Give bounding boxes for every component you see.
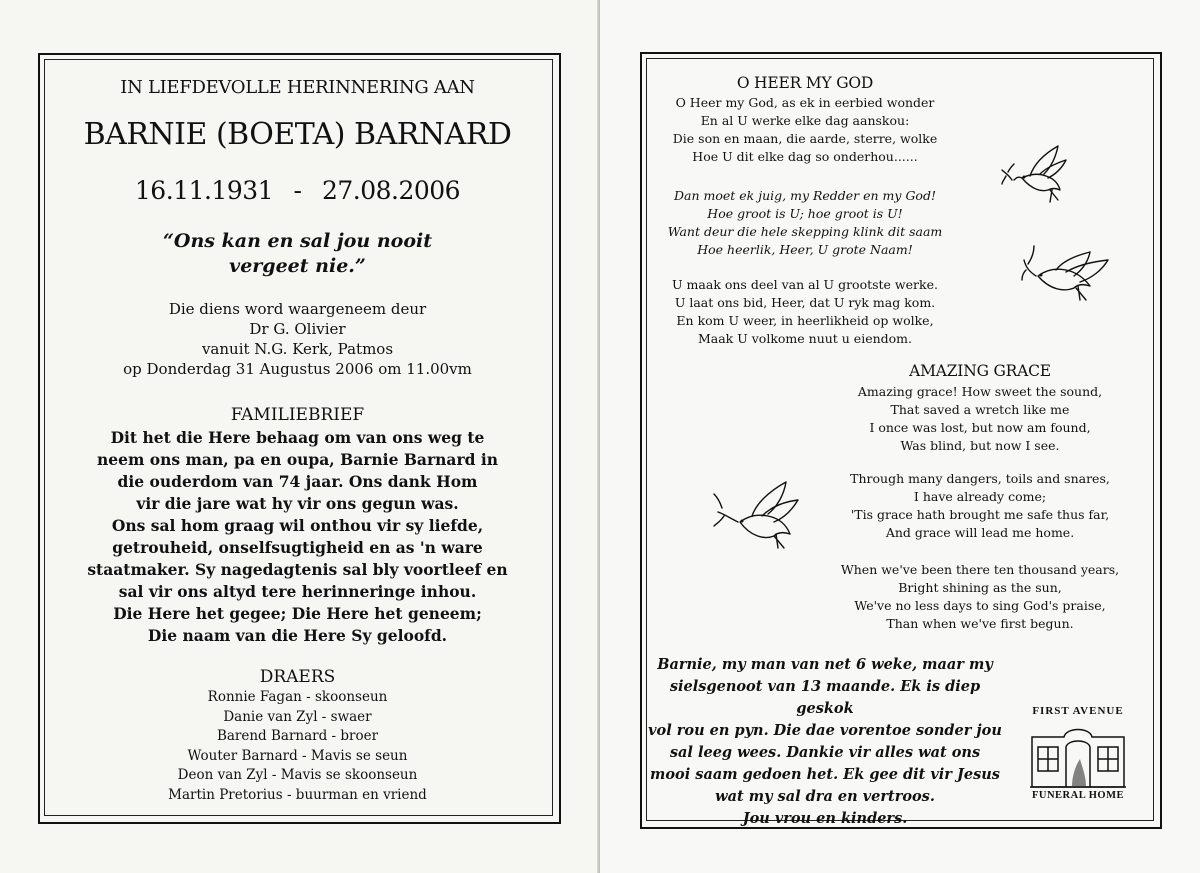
letter-line: sal vir ons altyd tere herinneringe inhou. xyxy=(118,582,477,601)
letter-line: neem ons man, pa en oupa, Barnie Barnard in xyxy=(96,450,499,469)
family-letter xyxy=(44,427,551,647)
verse-line: And grace will lead me home. xyxy=(885,525,1075,540)
dove-icon xyxy=(710,478,802,550)
verse-line: U maak ons deel van al U grootste werke. xyxy=(672,277,938,292)
verse-line: Through many dangers, toils and snares, xyxy=(850,471,1110,486)
hymn1-verse2 xyxy=(650,276,960,348)
hymn1-title: O HEER MY GOD xyxy=(736,74,874,92)
hymn2-title: AMAZING GRACE xyxy=(909,362,1051,380)
dove-icon xyxy=(1000,140,1078,206)
hymn2-verse3 xyxy=(830,561,1130,633)
closing-line: wat my sal dra en vertroos. xyxy=(715,788,935,805)
closing-line: Jou vrou en kinders. xyxy=(742,810,908,827)
closing-line: vol rou en pyn. Die dae vorentoe sonder jou xyxy=(648,722,1002,739)
verse-line: I have already come; xyxy=(913,489,1047,504)
funeral-home-logo xyxy=(1022,705,1134,805)
letter-line: Die naam van die Here Sy geloofd. xyxy=(147,626,448,645)
date-died: 27.08.2006 xyxy=(321,176,461,205)
bearers-list xyxy=(44,688,551,805)
verse-line: U laat ons bid, Heer, dat U ryk mag kom. xyxy=(674,295,936,310)
letter-line: getrouheid, onselfsugtigheid en as 'n ware xyxy=(112,538,483,557)
verse-line: Amazing grace! How sweet the sound, xyxy=(857,384,1103,399)
bearer-item: Barend Barnard - broer xyxy=(216,728,379,744)
date-separator: - xyxy=(293,176,302,205)
service-line: Dr G. Olivier xyxy=(249,320,346,338)
letter-line: Die Here het gegee; Die Here het geneem; xyxy=(113,604,482,623)
memorial-quote xyxy=(44,229,551,279)
hymn1-verse1 xyxy=(650,94,960,166)
letter-line: die ouderdom van 74 jaar. Ons dank Hom xyxy=(117,472,478,491)
bearer-item: Martin Pretorius - buurman en vriend xyxy=(168,786,427,803)
date-born: 16.11.1931 xyxy=(134,176,274,205)
left-page xyxy=(0,0,598,873)
bearer-item: Ronnie Fagan - skoonseun xyxy=(207,689,388,705)
service-line: vanuit N.G. Kerk, Patmos xyxy=(201,340,394,358)
letter-line: Ons sal hom graag wil onthou vir sy liefde, xyxy=(111,516,484,535)
verse-line: Die son en maan, die aarde, sterre, wolke xyxy=(672,131,938,146)
verse-line: O Heer my God, as ek in eerbied wonder xyxy=(675,95,935,110)
building-icon xyxy=(1028,719,1128,789)
verse-line: En kom U weer, in heerlikheid op wolke, xyxy=(676,313,934,328)
verse-line: I once was lost, but now am found, xyxy=(869,420,1091,435)
dove-icon xyxy=(1020,240,1112,306)
closing-message xyxy=(640,654,1010,830)
verse-line: 'Tis grace hath brought me safe thus far, xyxy=(850,507,1110,522)
hymn1-chorus xyxy=(650,187,960,259)
quote-line: “Ons kan en sal jou nooit xyxy=(163,230,432,252)
bearer-item: Danie van Zyl - swaer xyxy=(223,708,372,725)
verse-line: Than when we've first begun. xyxy=(886,616,1074,631)
verse-line: Hoe heerlik, Heer, U grote Naam! xyxy=(697,242,913,257)
service-line: op Donderdag 31 Augustus 2006 om 11.00vm xyxy=(123,360,472,378)
closing-line: sielsgenoot van 13 maande. Ek is diep geskok xyxy=(669,678,981,717)
verse-line: When we've been there ten thousand years, xyxy=(840,562,1120,577)
letter-line: Dit het die Here behaag om van ons weg te xyxy=(110,428,485,447)
bearer-item: Deon van Zyl - Mavis se skoonseun xyxy=(177,767,418,783)
life-dates xyxy=(44,176,551,205)
deceased-name: BARNIE (BOETA) BARNARD xyxy=(83,117,512,152)
letter-line: staatmaker. Sy nagedagtenis sal bly voortleef en xyxy=(87,560,508,579)
verse-line: En al U werke elke dag aanskou: xyxy=(700,113,910,128)
logo-bottom-text: FUNERAL HOME xyxy=(1031,790,1125,801)
bearers-title: DRAERS xyxy=(259,667,336,687)
family-letter-title: FAMILIEBRIEF xyxy=(230,405,365,425)
service-line: Die diens word waargeneem deur xyxy=(168,300,427,318)
verse-line: Was blind, but now I see. xyxy=(900,438,1060,453)
verse-line: Hoe U dit elke dag so onderhou...... xyxy=(692,149,918,164)
verse-line: Hoe groot is U; hoe groot is U! xyxy=(707,206,903,221)
verse-line: Bright shining as the sun, xyxy=(898,580,1062,595)
quote-line: vergeet nie.” xyxy=(229,255,366,277)
letter-line: vir die jare wat hy vir ons gegun was. xyxy=(136,494,459,513)
closing-line: sal leeg wees. Dankie vir alles wat ons xyxy=(669,744,981,761)
bearer-item: Wouter Barnard - Mavis se seun xyxy=(187,747,408,764)
verse-line: Dan moet ek juig, my Redder en my God! xyxy=(674,188,936,203)
verse-line: Want deur die hele skepping klink dit saam xyxy=(667,224,943,239)
logo-top-text: FIRST AVENUE xyxy=(1032,705,1124,717)
service-details xyxy=(44,299,551,379)
hymn2-verse1 xyxy=(830,383,1130,455)
closing-line: Barnie, my man van net 6 weke, maar my xyxy=(657,656,993,673)
hymn2-verse2 xyxy=(830,470,1130,542)
verse-line: We've no less days to sing God's praise, xyxy=(854,598,1106,613)
verse-line: Maak U volkome nuut u eiendom. xyxy=(697,331,913,346)
memorial-heading: IN LIEFDEVOLLE HERINNERING AAN xyxy=(120,77,475,98)
closing-line: mooi saam gedoen het. Ek gee dit vir Jesus xyxy=(650,766,1000,783)
verse-line: That saved a wretch like me xyxy=(890,402,1070,417)
